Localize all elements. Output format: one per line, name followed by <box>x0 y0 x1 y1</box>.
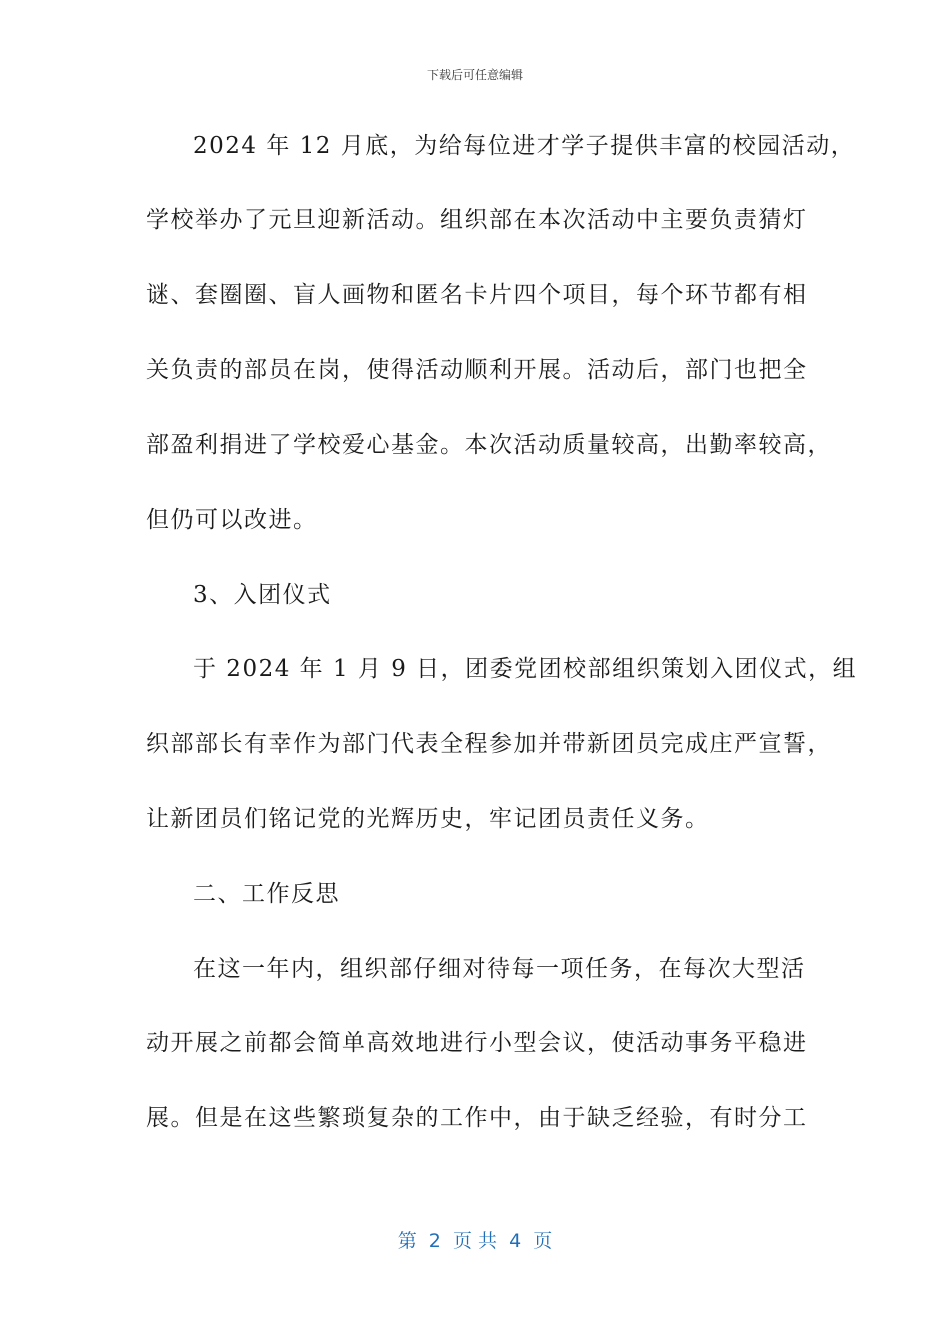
text-line: 学校举办了元旦迎新活动。组织部在本次活动中主要负责猜灯 <box>146 207 808 233</box>
page-number-footer: 第 2 页 共 4 页 <box>397 1230 553 1252</box>
text-line: 在这一年内，组织部仔细对待每一项任务，在每次大型活 <box>193 956 806 982</box>
text-line: 部盈利捐进了学校爱心基金。本次活动质量较高，出勤率较高， <box>146 432 832 458</box>
text-line: 动开展之前都会简单高效地进行小型会议，使活动事务平稳进 <box>146 1030 808 1056</box>
header-note: 下载后可任意编辑 <box>426 68 523 82</box>
text-line: 但仍可以改进。 <box>146 507 318 533</box>
text-line: 展。但是在这些繁琐复杂的工作中，由于缺乏经验，有时分工 <box>146 1105 808 1131</box>
section-heading: 3、入团仪式 <box>193 582 332 608</box>
text-line: 织部部长有幸作为部门代表全程参加并带新团员完成庄严宣誓， <box>146 731 832 757</box>
text-line: 2024 年 12 月底，为给每位进才学子提供丰富的校园活动， <box>193 133 856 159</box>
text-line: 谜、套圈圈、盲人画物和匿名卡片四个项目，每个环节都有相 <box>146 282 808 308</box>
text-line: 关负责的部员在岗，使得活动顺利开展。活动后，部门也把全 <box>146 357 808 383</box>
text-line: 于 2024 年 1 月 9 日，团委党团校部组织策划入团仪式，组 <box>193 656 858 682</box>
text-line: 让新团员们铭记党的光辉历史，牢记团员责任义务。 <box>146 806 710 832</box>
section-heading: 二、工作反思 <box>193 881 340 907</box>
